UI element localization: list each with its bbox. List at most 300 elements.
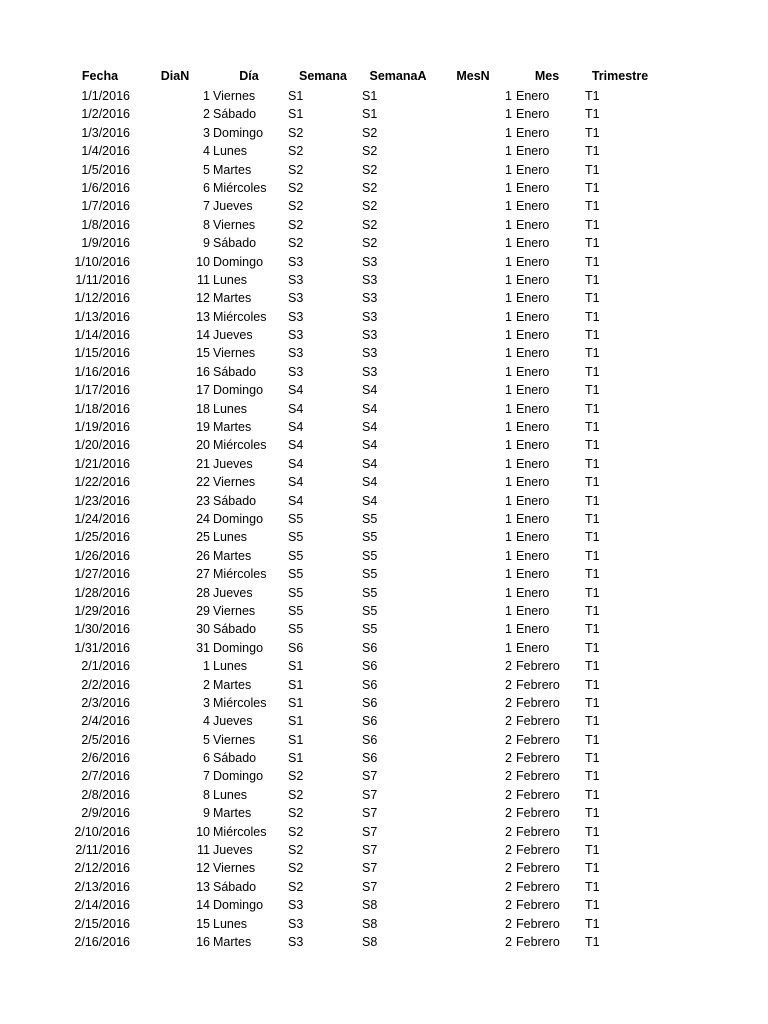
cell-mes[interactable]: Febrero <box>516 732 560 747</box>
cell-trimestre[interactable]: T1 <box>585 640 600 655</box>
cell-mesn[interactable]: 2 <box>505 695 512 710</box>
cell-mesn[interactable]: 2 <box>505 787 512 802</box>
cell-dia[interactable]: Domingo <box>213 511 264 526</box>
cell-fecha[interactable]: 2/5/2016 <box>81 732 130 747</box>
cell-trimestre[interactable]: T1 <box>585 714 600 729</box>
cell-dian[interactable]: 23 <box>196 493 210 508</box>
cell-mes[interactable]: Febrero <box>516 659 560 674</box>
cell-dia[interactable]: Sábado <box>213 364 257 379</box>
cell-semanaa[interactable]: S3 <box>362 328 378 343</box>
cell-semana[interactable]: S4 <box>288 493 304 508</box>
cell-mes[interactable]: Enero <box>516 236 550 251</box>
cell-semanaa[interactable]: S3 <box>362 254 378 269</box>
cell-fecha[interactable]: 1/22/2016 <box>74 475 130 490</box>
cell-fecha[interactable]: 2/4/2016 <box>81 714 130 729</box>
cell-mesn[interactable]: 1 <box>505 456 512 471</box>
cell-trimestre[interactable]: T1 <box>585 934 600 949</box>
cell-trimestre[interactable]: T1 <box>585 107 600 122</box>
cell-semana[interactable]: S2 <box>288 125 304 140</box>
header-semana[interactable]: Semana <box>299 69 347 83</box>
cell-dia[interactable]: Jueves <box>213 843 253 858</box>
cell-dian[interactable]: 3 <box>203 695 210 710</box>
cell-dia[interactable]: Jueves <box>213 199 253 214</box>
cell-mes[interactable]: Enero <box>516 291 550 306</box>
cell-fecha[interactable]: 2/13/2016 <box>74 879 130 894</box>
cell-dian[interactable]: 11 <box>197 843 210 858</box>
cell-semanaa[interactable]: S3 <box>362 309 378 324</box>
cell-mes[interactable]: Enero <box>516 199 550 214</box>
cell-trimestre[interactable]: T1 <box>585 843 600 858</box>
cell-mesn[interactable]: 1 <box>505 180 512 195</box>
cell-mes[interactable]: Enero <box>516 622 550 637</box>
cell-trimestre[interactable]: T1 <box>585 328 600 343</box>
cell-dia[interactable]: Viernes <box>213 475 256 490</box>
cell-fecha[interactable]: 1/27/2016 <box>74 567 130 582</box>
cell-fecha[interactable]: 1/8/2016 <box>81 217 130 232</box>
cell-dian[interactable]: 12 <box>196 861 210 876</box>
cell-mesn[interactable]: 1 <box>505 585 512 600</box>
cell-mes[interactable]: Enero <box>516 493 550 508</box>
cell-mesn[interactable]: 1 <box>505 162 512 177</box>
cell-fecha[interactable]: 1/3/2016 <box>81 125 130 140</box>
cell-trimestre[interactable]: T1 <box>585 787 600 802</box>
cell-semana[interactable]: S2 <box>288 236 304 251</box>
cell-fecha[interactable]: 1/7/2016 <box>81 199 130 214</box>
cell-semana[interactable]: S2 <box>288 879 304 894</box>
cell-trimestre[interactable]: T1 <box>585 659 600 674</box>
cell-fecha[interactable]: 1/28/2016 <box>74 585 130 600</box>
cell-trimestre[interactable]: T1 <box>585 144 600 159</box>
cell-mesn[interactable]: 1 <box>505 272 512 287</box>
cell-dian[interactable]: 9 <box>203 806 210 821</box>
cell-fecha[interactable]: 2/15/2016 <box>74 916 130 931</box>
cell-trimestre[interactable]: T1 <box>585 272 600 287</box>
cell-semanaa[interactable]: S4 <box>362 383 378 398</box>
cell-semana[interactable]: S4 <box>288 420 304 435</box>
cell-mes[interactable]: Enero <box>516 272 550 287</box>
cell-semana[interactable]: S2 <box>288 162 304 177</box>
cell-dia[interactable]: Domingo <box>213 383 264 398</box>
cell-fecha[interactable]: 1/19/2016 <box>74 420 130 435</box>
header-fecha[interactable]: Fecha <box>81 69 119 83</box>
cell-semana[interactable]: S1 <box>288 89 304 103</box>
cell-mesn[interactable]: 1 <box>505 548 512 563</box>
cell-dia[interactable]: Viernes <box>213 89 256 103</box>
cell-mes[interactable]: Enero <box>516 475 550 490</box>
cell-mesn[interactable]: 1 <box>505 603 512 618</box>
cell-dian[interactable]: 6 <box>203 180 210 195</box>
cell-trimestre[interactable]: T1 <box>585 861 600 876</box>
cell-mesn[interactable]: 1 <box>505 420 512 435</box>
cell-dia[interactable]: Jueves <box>213 328 253 343</box>
cell-dian[interactable]: 13 <box>196 309 210 324</box>
cell-dian[interactable]: 4 <box>203 714 210 729</box>
cell-dian[interactable]: 28 <box>196 585 210 600</box>
cell-mes[interactable]: Febrero <box>516 677 560 692</box>
cell-mes[interactable]: Febrero <box>516 769 560 784</box>
cell-semana[interactable]: S3 <box>288 346 304 361</box>
cell-dian[interactable]: 7 <box>203 199 210 214</box>
cell-semanaa[interactable]: S7 <box>362 879 378 894</box>
cell-mesn[interactable]: 2 <box>505 879 512 894</box>
cell-semanaa[interactable]: S8 <box>362 898 378 913</box>
cell-dia[interactable]: Martes <box>213 548 252 563</box>
cell-mesn[interactable]: 1 <box>505 291 512 306</box>
cell-mes[interactable]: Enero <box>516 89 550 103</box>
cell-dian[interactable]: 16 <box>196 364 210 379</box>
cell-semana[interactable]: S1 <box>288 107 304 122</box>
cell-mes[interactable]: Febrero <box>516 898 560 913</box>
cell-semanaa[interactable]: S5 <box>362 511 378 526</box>
cell-dian[interactable]: 21 <box>196 456 210 471</box>
cell-fecha[interactable]: 1/18/2016 <box>74 401 130 416</box>
cell-mes[interactable]: Enero <box>516 180 550 195</box>
cell-dian[interactable]: 13 <box>196 879 210 894</box>
cell-semanaa[interactable]: S4 <box>362 493 378 508</box>
cell-fecha[interactable]: 1/6/2016 <box>81 180 130 195</box>
cell-dian[interactable]: 5 <box>203 162 210 177</box>
cell-mes[interactable]: Enero <box>516 456 550 471</box>
cell-mes[interactable]: Enero <box>516 511 550 526</box>
cell-dia[interactable]: Martes <box>213 677 252 692</box>
cell-mes[interactable]: Enero <box>516 603 550 618</box>
cell-dian[interactable]: 1 <box>203 659 210 674</box>
cell-trimestre[interactable]: T1 <box>585 309 600 324</box>
cell-trimestre[interactable]: T1 <box>585 806 600 821</box>
cell-fecha[interactable]: 1/9/2016 <box>81 236 130 251</box>
cell-semanaa[interactable]: S5 <box>362 622 378 637</box>
cell-semanaa[interactable]: S3 <box>362 346 378 361</box>
cell-mesn[interactable]: 2 <box>505 861 512 876</box>
header-dia[interactable]: Día <box>239 69 259 83</box>
cell-fecha[interactable]: 1/2/2016 <box>81 107 130 122</box>
cell-semanaa[interactable]: S8 <box>362 916 378 931</box>
cell-semana[interactable]: S4 <box>288 438 304 453</box>
cell-fecha[interactable]: 2/12/2016 <box>74 861 130 876</box>
cell-semanaa[interactable]: S4 <box>362 456 378 471</box>
header-dian[interactable]: DiaN <box>160 69 190 83</box>
cell-dia[interactable]: Jueves <box>213 585 253 600</box>
cell-mesn[interactable]: 1 <box>505 199 512 214</box>
cell-semanaa[interactable]: S6 <box>362 751 378 766</box>
cell-dian[interactable]: 16 <box>196 934 210 949</box>
cell-semanaa[interactable]: S2 <box>362 162 378 177</box>
cell-fecha[interactable]: 2/10/2016 <box>74 824 130 839</box>
cell-semana[interactable]: S3 <box>288 364 304 379</box>
cell-mes[interactable]: Enero <box>516 144 550 159</box>
cell-dia[interactable]: Lunes <box>213 787 248 802</box>
cell-dian[interactable]: 27 <box>196 567 210 582</box>
cell-mes[interactable]: Enero <box>516 567 550 582</box>
cell-trimestre[interactable]: T1 <box>585 732 600 747</box>
cell-dian[interactable]: 2 <box>203 107 210 122</box>
cell-semanaa[interactable]: S2 <box>362 144 378 159</box>
cell-fecha[interactable]: 1/17/2016 <box>74 383 130 398</box>
cell-trimestre[interactable]: T1 <box>585 695 600 710</box>
cell-semana[interactable]: S1 <box>288 751 304 766</box>
cell-fecha[interactable]: 1/26/2016 <box>74 548 130 563</box>
cell-trimestre[interactable]: T1 <box>585 346 600 361</box>
cell-fecha[interactable]: 1/21/2016 <box>74 456 130 471</box>
cell-dian[interactable]: 19 <box>196 420 210 435</box>
cell-dian[interactable]: 22 <box>196 475 210 490</box>
cell-semana[interactable]: S1 <box>288 732 304 747</box>
cell-mesn[interactable]: 2 <box>505 769 512 784</box>
cell-dia[interactable]: Miércoles <box>213 438 267 453</box>
cell-trimestre[interactable]: T1 <box>585 530 600 545</box>
cell-semanaa[interactable]: S6 <box>362 677 378 692</box>
cell-dia[interactable]: Miércoles <box>213 309 267 324</box>
cell-semana[interactable]: S1 <box>288 659 304 674</box>
cell-dia[interactable]: Martes <box>213 806 252 821</box>
cell-semanaa[interactable]: S7 <box>362 861 378 876</box>
cell-semana[interactable]: S1 <box>288 695 304 710</box>
cell-mesn[interactable]: 2 <box>505 916 512 931</box>
cell-semanaa[interactable]: S6 <box>362 695 378 710</box>
cell-mes[interactable]: Febrero <box>516 843 560 858</box>
cell-fecha[interactable]: 1/31/2016 <box>74 640 130 655</box>
cell-semana[interactable]: S3 <box>288 934 304 949</box>
cell-trimestre[interactable]: T1 <box>585 456 600 471</box>
cell-mesn[interactable]: 1 <box>505 364 512 379</box>
cell-mes[interactable]: Enero <box>516 364 550 379</box>
cell-dia[interactable]: Domingo <box>213 640 264 655</box>
cell-mesn[interactable]: 2 <box>505 806 512 821</box>
cell-trimestre[interactable]: T1 <box>585 879 600 894</box>
cell-semanaa[interactable]: S4 <box>362 420 378 435</box>
cell-mes[interactable]: Enero <box>516 125 550 140</box>
cell-semanaa[interactable]: S5 <box>362 567 378 582</box>
cell-trimestre[interactable]: T1 <box>585 89 600 103</box>
cell-semanaa[interactable]: S5 <box>362 530 378 545</box>
cell-mes[interactable]: Febrero <box>516 916 560 931</box>
cell-mesn[interactable]: 1 <box>505 328 512 343</box>
cell-semana[interactable]: S6 <box>288 640 304 655</box>
cell-fecha[interactable]: 2/11/2016 <box>75 843 130 858</box>
cell-semanaa[interactable]: S2 <box>362 125 378 140</box>
cell-mes[interactable]: Enero <box>516 309 550 324</box>
cell-mes[interactable]: Enero <box>516 346 550 361</box>
cell-fecha[interactable]: 2/2/2016 <box>81 677 130 692</box>
cell-semana[interactable]: S4 <box>288 456 304 471</box>
cell-semanaa[interactable]: S7 <box>362 824 378 839</box>
cell-semana[interactable]: S1 <box>288 714 304 729</box>
cell-semana[interactable]: S3 <box>288 328 304 343</box>
cell-dia[interactable]: Sábado <box>213 879 257 894</box>
header-mes[interactable]: Mes <box>534 69 560 83</box>
cell-semana[interactable]: S5 <box>288 585 304 600</box>
cell-mes[interactable]: Enero <box>516 530 550 545</box>
cell-dian[interactable]: 14 <box>196 328 210 343</box>
cell-semana[interactable]: S1 <box>288 677 304 692</box>
cell-dian[interactable]: 4 <box>203 144 210 159</box>
cell-mesn[interactable]: 1 <box>505 438 512 453</box>
cell-mesn[interactable]: 1 <box>505 89 512 103</box>
cell-dia[interactable]: Miércoles <box>213 824 267 839</box>
cell-semanaa[interactable]: S3 <box>362 364 378 379</box>
cell-trimestre[interactable]: T1 <box>585 677 600 692</box>
cell-dia[interactable]: Lunes <box>213 272 248 287</box>
cell-semana[interactable]: S2 <box>288 217 304 232</box>
header-mesn[interactable]: MesN <box>456 69 490 83</box>
cell-fecha[interactable]: 1/13/2016 <box>74 309 130 324</box>
cell-dian[interactable]: 12 <box>196 291 210 306</box>
cell-semana[interactable]: S5 <box>288 567 304 582</box>
cell-dia[interactable]: Domingo <box>213 898 264 913</box>
cell-mes[interactable]: Febrero <box>516 806 560 821</box>
cell-dia[interactable]: Domingo <box>213 254 264 269</box>
cell-mesn[interactable]: 1 <box>505 236 512 251</box>
cell-mes[interactable]: Enero <box>516 383 550 398</box>
cell-semanaa[interactable]: S5 <box>362 585 378 600</box>
cell-dia[interactable]: Viernes <box>213 603 256 618</box>
cell-dian[interactable]: 24 <box>196 511 210 526</box>
cell-semanaa[interactable]: S2 <box>362 199 378 214</box>
header-semanaa[interactable]: SemanaA <box>369 69 427 83</box>
cell-dian[interactable]: 17 <box>196 383 210 398</box>
cell-semanaa[interactable]: S4 <box>362 401 378 416</box>
cell-dian[interactable]: 18 <box>196 401 210 416</box>
cell-semana[interactable]: S3 <box>288 309 304 324</box>
cell-semanaa[interactable]: S6 <box>362 640 378 655</box>
cell-trimestre[interactable]: T1 <box>585 364 600 379</box>
cell-dian[interactable]: 6 <box>203 751 210 766</box>
cell-fecha[interactable]: 2/16/2016 <box>74 934 130 949</box>
cell-mes[interactable]: Enero <box>516 548 550 563</box>
cell-mesn[interactable]: 1 <box>505 144 512 159</box>
cell-mes[interactable]: Enero <box>516 162 550 177</box>
cell-mesn[interactable]: 1 <box>505 475 512 490</box>
cell-semanaa[interactable]: S6 <box>362 659 378 674</box>
cell-fecha[interactable]: 1/15/2016 <box>74 346 130 361</box>
cell-dia[interactable]: Domingo <box>213 769 264 784</box>
cell-dia[interactable]: Lunes <box>213 659 248 674</box>
cell-dia[interactable]: Sábado <box>213 236 257 251</box>
cell-fecha[interactable]: 2/3/2016 <box>81 695 130 710</box>
cell-mesn[interactable]: 1 <box>505 346 512 361</box>
cell-fecha[interactable]: 2/14/2016 <box>74 898 130 913</box>
cell-semana[interactable]: S3 <box>288 254 304 269</box>
cell-mes[interactable]: Febrero <box>516 879 560 894</box>
cell-trimestre[interactable]: T1 <box>585 125 600 140</box>
cell-semanaa[interactable]: S1 <box>362 89 378 103</box>
cell-mesn[interactable]: 2 <box>505 659 512 674</box>
cell-mesn[interactable]: 1 <box>505 530 512 545</box>
cell-dian[interactable]: 9 <box>203 236 210 251</box>
cell-mesn[interactable]: 1 <box>505 254 512 269</box>
cell-fecha[interactable]: 2/6/2016 <box>81 751 130 766</box>
cell-trimestre[interactable]: T1 <box>585 438 600 453</box>
cell-fecha[interactable]: 1/23/2016 <box>74 493 130 508</box>
cell-semana[interactable]: S3 <box>288 916 304 931</box>
cell-mes[interactable]: Enero <box>516 107 550 122</box>
cell-trimestre[interactable]: T1 <box>585 475 600 490</box>
cell-trimestre[interactable]: T1 <box>585 401 600 416</box>
cell-semanaa[interactable]: S7 <box>362 806 378 821</box>
cell-semana[interactable]: S2 <box>288 787 304 802</box>
cell-mes[interactable]: Enero <box>516 217 550 232</box>
cell-dian[interactable]: 8 <box>203 787 210 802</box>
cell-dia[interactable]: Viernes <box>213 217 256 232</box>
cell-semana[interactable]: S5 <box>288 622 304 637</box>
cell-trimestre[interactable]: T1 <box>585 493 600 508</box>
cell-trimestre[interactable]: T1 <box>585 898 600 913</box>
cell-semanaa[interactable]: S7 <box>362 843 378 858</box>
cell-semana[interactable]: S2 <box>288 144 304 159</box>
cell-dian[interactable]: 3 <box>203 125 210 140</box>
cell-mes[interactable]: Enero <box>516 438 550 453</box>
cell-mesn[interactable]: 1 <box>505 383 512 398</box>
cell-trimestre[interactable]: T1 <box>585 217 600 232</box>
cell-dia[interactable]: Viernes <box>213 346 256 361</box>
cell-fecha[interactable]: 1/30/2016 <box>74 622 130 637</box>
cell-fecha[interactable]: 1/1/2016 <box>81 89 130 103</box>
cell-dia[interactable]: Martes <box>213 934 252 949</box>
cell-mesn[interactable]: 1 <box>505 567 512 582</box>
cell-mesn[interactable]: 1 <box>505 125 512 140</box>
cell-trimestre[interactable]: T1 <box>585 548 600 563</box>
cell-mes[interactable]: Enero <box>516 420 550 435</box>
cell-dia[interactable]: Miércoles <box>213 567 267 582</box>
cell-mes[interactable]: Febrero <box>516 714 560 729</box>
cell-fecha[interactable]: 1/16/2016 <box>74 364 130 379</box>
cell-dia[interactable]: Sábado <box>213 107 257 122</box>
cell-semana[interactable]: S3 <box>288 898 304 913</box>
cell-semanaa[interactable]: S3 <box>362 291 378 306</box>
cell-semanaa[interactable]: S4 <box>362 438 378 453</box>
cell-fecha[interactable]: 2/8/2016 <box>81 787 130 802</box>
cell-trimestre[interactable]: T1 <box>585 254 600 269</box>
cell-dian[interactable]: 25 <box>196 530 210 545</box>
cell-mesn[interactable]: 1 <box>505 622 512 637</box>
cell-dia[interactable]: Viernes <box>213 861 256 876</box>
cell-fecha[interactable]: 1/12/2016 <box>74 291 130 306</box>
cell-semanaa[interactable]: S3 <box>362 272 378 287</box>
cell-dian[interactable]: 8 <box>203 217 210 232</box>
cell-semanaa[interactable]: S7 <box>362 769 378 784</box>
cell-trimestre[interactable]: T1 <box>585 916 600 931</box>
cell-dian[interactable]: 30 <box>196 622 210 637</box>
cell-trimestre[interactable]: T1 <box>585 162 600 177</box>
cell-semanaa[interactable]: S2 <box>362 236 378 251</box>
cell-mesn[interactable]: 1 <box>505 309 512 324</box>
cell-fecha[interactable]: 1/4/2016 <box>81 144 130 159</box>
cell-mesn[interactable]: 2 <box>505 934 512 949</box>
cell-trimestre[interactable]: T1 <box>585 603 600 618</box>
cell-mesn[interactable]: 1 <box>505 401 512 416</box>
cell-trimestre[interactable]: T1 <box>585 622 600 637</box>
cell-dia[interactable]: Jueves <box>213 456 253 471</box>
cell-trimestre[interactable]: T1 <box>585 751 600 766</box>
cell-semana[interactable]: S3 <box>288 272 304 287</box>
cell-fecha[interactable]: 1/5/2016 <box>81 162 130 177</box>
cell-dian[interactable]: 1 <box>203 89 210 103</box>
cell-semanaa[interactable]: S2 <box>362 217 378 232</box>
cell-fecha[interactable]: 2/9/2016 <box>81 806 130 821</box>
cell-mes[interactable]: Febrero <box>516 934 560 949</box>
cell-mesn[interactable]: 2 <box>505 714 512 729</box>
cell-mesn[interactable]: 1 <box>505 107 512 122</box>
cell-dian[interactable]: 11 <box>197 272 210 287</box>
cell-semana[interactable]: S5 <box>288 511 304 526</box>
cell-semana[interactable]: S3 <box>288 291 304 306</box>
cell-semanaa[interactable]: S1 <box>362 107 378 122</box>
cell-fecha[interactable]: 2/1/2016 <box>81 659 130 674</box>
cell-dia[interactable]: Miércoles <box>213 180 267 195</box>
cell-dia[interactable]: Lunes <box>213 530 248 545</box>
cell-trimestre[interactable]: T1 <box>585 824 600 839</box>
cell-fecha[interactable]: 1/14/2016 <box>74 328 130 343</box>
